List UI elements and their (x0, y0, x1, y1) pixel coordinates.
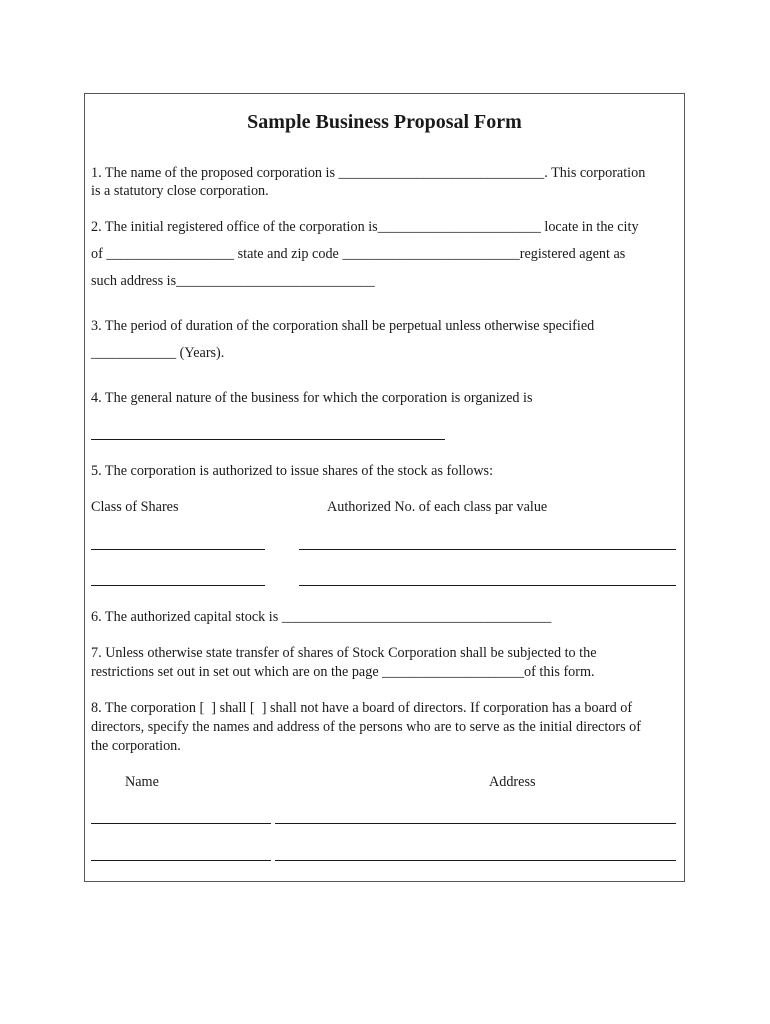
item1-line1: 1. The name of the proposed corporation is _____________________________. This corporation (91, 165, 646, 181)
director-name-blank-1[interactable] (91, 823, 271, 824)
form-border (84, 93, 685, 882)
business-nature-blank[interactable] (91, 439, 445, 440)
director-name-header: Name (125, 774, 159, 790)
authorized-shares-header: Authorized No. of each class par value (327, 499, 548, 515)
authorized-number-blank-1[interactable] (299, 549, 676, 550)
item2-line3: such address is____________________________ (91, 273, 375, 289)
item1-line2: is a statutory close corporation. (91, 183, 269, 199)
item3-line1: 3. The period of duration of the corporation shall be perpetual unless otherwise specified (91, 318, 595, 334)
director-name-blank-2[interactable] (91, 860, 271, 861)
item6-line1: 6. The authorized capital stock is ______________________________________ (91, 609, 552, 625)
director-address-blank-2[interactable] (275, 860, 676, 861)
item8-line2: directors, specify the names and address of the persons who are to serve as the initial directors of (91, 719, 641, 735)
item7-line2: restrictions set out in set out which are on the page ____________________of this form. (91, 664, 595, 680)
director-address-blank-1[interactable] (275, 823, 676, 824)
item7-line1: 7. Unless otherwise state transfer of shares of Stock Corporation shall be subjected to the (91, 645, 597, 661)
form-title: Sample Business Proposal Form (247, 111, 522, 133)
share-class-blank-2[interactable] (91, 585, 265, 586)
item8-line3: the corporation. (91, 738, 181, 754)
item2-line1: 2. The initial registered office of the corporation is_______________________ locate in the city (91, 219, 639, 235)
item3-line2: ____________ (Years). (91, 345, 225, 361)
item4-line1: 4. The general nature of the business for which the corporation is organized is (91, 390, 533, 406)
item8-line1: 8. The corporation [ ] shall [ ] shall not have a board of directors. If corporation has a board of (91, 700, 633, 716)
item5-line1: 5. The corporation is authorized to issue shares of the stock as follows: (91, 463, 494, 479)
director-address-header: Address (489, 774, 536, 790)
authorized-number-blank-2[interactable] (299, 585, 676, 586)
share-class-blank-1[interactable] (91, 549, 265, 550)
item2-line2: of __________________ state and zip code _________________________registered agent as (91, 246, 626, 262)
class-of-shares-header: Class of Shares (91, 499, 179, 515)
